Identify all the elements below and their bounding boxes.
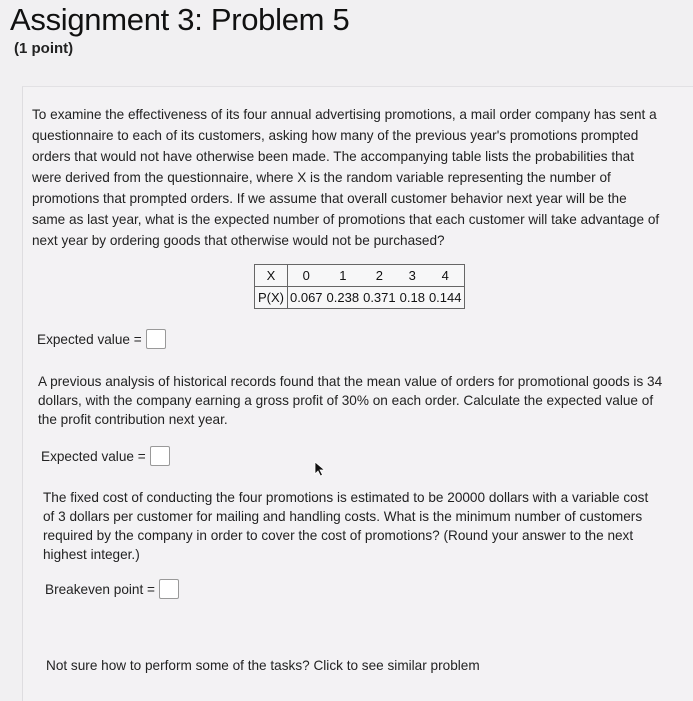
x-value: 3 [398, 265, 427, 287]
x-header: X [255, 265, 288, 287]
expected-value-label: Expected value = [37, 331, 142, 347]
profit-expected-value-row [41, 446, 170, 466]
part3-line: The fixed cost of conducting the four promotions is estimated to be 20000 dollars with a variable cost [43, 490, 649, 505]
part3-line: of 3 dollars per customer for mailing and handling costs. What is the minimum number of customers [43, 509, 643, 524]
p-value: 0.144 [428, 290, 462, 305]
problem-intro [32, 104, 692, 251]
intro-line: promotions that prompted orders. If we assume that overall customer behavior next year will be the [32, 191, 627, 206]
part3-line: highest integer.) [43, 547, 140, 562]
p-value: 0.067 [290, 290, 323, 305]
part2-line: dollars, with the company earning a gross profit of 30% on each order. Calculate the expected value of [38, 393, 654, 408]
intro-line: were derived from the questionnaire, where X is the random variable representing the number of [32, 170, 611, 185]
part2-text [38, 372, 688, 429]
table-row-px [255, 287, 465, 309]
intro-line: To examine the effectiveness of its four annual advertising promotions, a mail order company has sent a [32, 107, 657, 122]
profit-expected-value-input[interactable] [150, 446, 170, 466]
breakeven-row [45, 579, 179, 599]
breakeven-input[interactable] [159, 579, 179, 599]
profit-expected-value-label: Expected value = [41, 448, 146, 464]
part2-line: A previous analysis of historical records found that the mean value of orders for promotional goods is 34 [38, 374, 663, 389]
x-value: 4 [427, 265, 464, 287]
part3-text [43, 488, 683, 564]
p-value: 0.18 [399, 290, 425, 305]
intro-line: orders that would not have otherwise been made. The accompanying table lists the probabilities that [32, 149, 635, 164]
intro-line: questionnaire to each of its customers, asking how many of the previous year's promotions prompted [32, 128, 639, 143]
px-header: P(X) [255, 287, 288, 309]
points-label: (1 point) [14, 40, 74, 57]
probability-table [254, 264, 465, 309]
page-title: Assignment 3: Problem 5 [10, 2, 350, 37]
intro-line: same as last year, what is the expected number of promotions that each customer will take advantage of [32, 212, 660, 227]
expected-value-input[interactable] [146, 329, 166, 349]
p-value: 0.238 [326, 290, 360, 305]
part3-line: required by the company in order to cover the cost of promotions? (Round your answer to the next [43, 528, 634, 543]
table-row-x [255, 265, 465, 287]
part2-line: the profit contribution next year. [38, 412, 228, 427]
intro-line: next year by ordering goods that otherwise would not be purchased? [32, 233, 445, 248]
mouse-cursor-icon [314, 461, 326, 477]
expected-value-row [37, 329, 166, 349]
similar-problem-link[interactable]: Not sure how to perform some of the tasks? Click to see similar problem [46, 658, 480, 673]
x-value: 1 [325, 265, 362, 287]
p-value: 0.371 [363, 290, 396, 305]
x-value: 0 [288, 265, 325, 287]
x-value: 2 [361, 265, 398, 287]
breakeven-label: Breakeven point = [45, 581, 155, 597]
